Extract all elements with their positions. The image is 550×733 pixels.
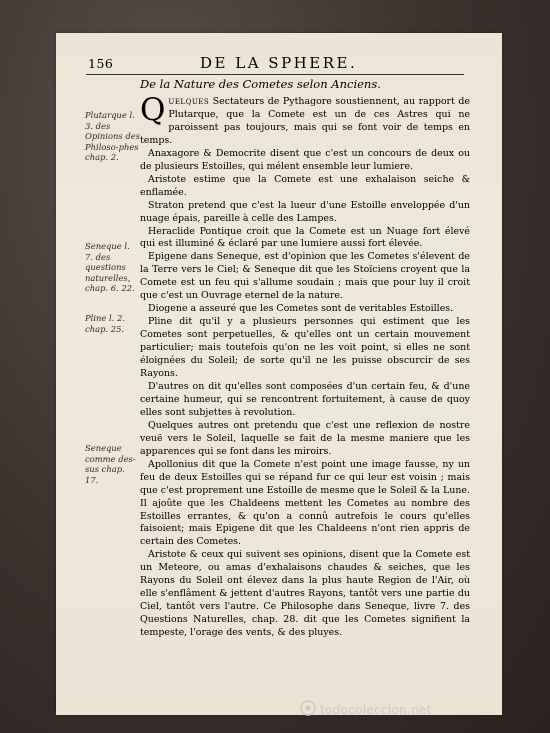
paragraph: Heraclide Pontique croit que la Comete est un Nuage fort élevé qui est illuminé & éclaré par une lumiere aussi fort élevée. <box>140 225 470 250</box>
paragraph: D'autres on dit qu'elles sont composées d'un certain feu, & d'une certaine humeur, qui se rencontrent fortuitement, à cause de quoy elles sont subjettes à revolution. <box>140 380 470 418</box>
paragraph: Diogene a asseuré que les Cometes sont de veritables Estoilles. <box>148 303 454 315</box>
body-text <box>140 92 470 640</box>
drop-cap: Q <box>140 92 166 128</box>
paragraph: Pline dit qu'il y a plusieurs personnes qui estiment que les Cometes sont perpetuelles, & qu'elles ont un certain mouvement particulier; mais toutefois qu'on ne les voit point, si elles ne sont éloignées du Soleil; de sorte qu'il ne les puisse obscurcir de ses Rayons. <box>140 316 470 380</box>
paragraph: Aristote estime que la Comete est une exhalaison seiche & enflamée. <box>140 173 470 198</box>
margin-note: Seneque comme des-sus chap. 17. <box>85 443 136 485</box>
paragraph: Aristote & ceux qui suivent ses opinions, disent que la Comete est un Meteore, ou amas d'exhalaisons chaudes & seiches, que les Rayons du Soleil ont élevez dans la plus haute Region de l'Air, où elle s'enflâment & jettent d'autres Rayons, tantôt vers une partie du Ciel, tantôt vers l'autre. Ce Philosophe dans Seneque, livre 7. des Questions Naturelles, chap. 28. dit que les Cometes signifient la tempeste, l'orage des vents, & des pluyes. <box>140 549 470 639</box>
section-title: De la Nature des Cometes selon Anciens. <box>140 77 381 91</box>
margin-note: Plutarque l. 3. des Opinions des Philoso-phes chap. 2. <box>85 110 140 163</box>
paragraph: Anaxagore & Democrite disent que c'est un concours de deux ou de plusieurs Estoilles, qui mélent ensemble leur lumiere. <box>140 147 470 172</box>
paragraph: Apollonius dit que la Comete n'est point une image fausse, ny un feu de deux Estoilles qui se répand fur ce qui leur est voisin ; mais que c'est proprement une Estoille de mesme que le Soleil & la Lune. Il ajoûte que les Chaldeens mettent les Cometes au nombre des Estoilles errantes, & qu'on a connû autrefois le cours qu'elles faisoient; mais Epigene dit que les Chaldeens n'ont rien appris de certain des Cometes. <box>140 458 470 548</box>
margin-note: Seneque l. 7. des questions naturelles, chap. 6. 22. <box>85 241 135 294</box>
watermark: todocoleccion.net <box>320 703 432 717</box>
paragraph <box>140 92 470 148</box>
page-number: 156 <box>88 56 114 71</box>
margin-note: Pline l. 2. chap. 25. <box>85 313 125 334</box>
paragraph: Quelques autres ont pretendu que c'est une reflexion de nostre veuë vers le Soleil, laquelle se fait de la mesme maniere que les apparences qui se font dans les miroirs. <box>140 419 470 457</box>
paragraph: Epigene dans Seneque, est d'opinion que les Cometes s'élevent de la Terre vers le Ciel; & Seneque dit que les Stoïciens croyent que la Comete est un feu qui s'allume soudain ; mais que pour luy il croit que c'est un Ouvrage eternel de la nature. <box>140 251 470 302</box>
paragraph-opening: uelques <box>168 96 210 107</box>
running-head: DE LA SPHERE. <box>200 54 358 72</box>
watermark-logo-icon <box>300 700 316 716</box>
header-rule <box>86 74 464 75</box>
paragraph-text: Sectateurs de Pythagore soustiennent, au rapport de Plutarque, que la Comete est un de ces Astres qui ne paroissent pas toujours, mais qui se font voir de temps en temps. <box>140 96 470 146</box>
paragraph: Straton pretend que c'est la lueur d'une Estoille enveloppée d'un nuage épais, pareille à celle des Lampes. <box>140 199 470 224</box>
